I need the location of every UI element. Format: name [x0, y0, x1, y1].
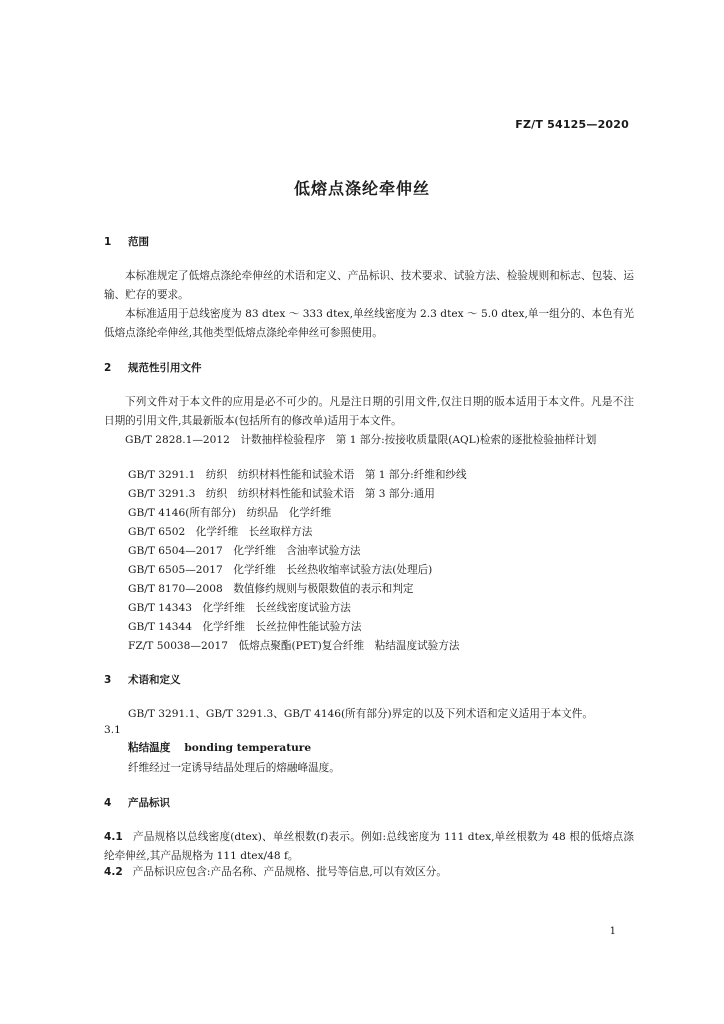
page-number: 1	[609, 926, 616, 937]
reference-item: GB/T 6505—2017 化学纤维 长丝热收缩率试验方法(处理后)	[128, 564, 433, 576]
section-number: 2	[104, 362, 112, 374]
clause-text: 产品标识应包含:产品名称、产品规格、批号等信息,可以有效区分。	[132, 866, 447, 878]
reference-item: GB/T 8170—2008 数值修约规则与极限数值的表示和判定	[128, 583, 414, 595]
clause-number: 4.1	[104, 831, 123, 843]
section-title: 术语和定义	[128, 674, 181, 686]
section-title: 产品标识	[128, 797, 170, 809]
standard-number: FZ/T 54125—2020	[515, 118, 629, 131]
section-number: 4	[104, 797, 112, 809]
section-number: 1	[104, 236, 112, 248]
reference-item: GB/T 3291.1 纺织 纺织材料性能和试验术语 第 1 部分:纤维和纱线	[128, 469, 467, 481]
section-title: 范围	[128, 236, 149, 248]
section-number: 3	[104, 674, 112, 686]
reference-item: GB/T 14343 化学纤维 长丝线密度试验方法	[128, 602, 351, 614]
reference-item: GB/T 3291.3 纺织 纺织材料性能和试验术语 第 3 部分:通用	[128, 488, 435, 500]
term-heading	[128, 740, 311, 757]
term-chinese: 粘结温度	[128, 742, 171, 754]
term-number: 3.1	[104, 724, 121, 736]
reference-item: GB/T 2828.1—2012 计数抽样检验程序 第 1 部分:按接收质量限(AQL)检索的逐批检验抽样计划	[125, 434, 597, 446]
reference-item: GB/T 4146(所有部分) 纺织品 化学纤维	[128, 507, 332, 519]
reference-item: GB/T 14344 化学纤维 长丝拉伸性能试验方法	[128, 621, 362, 633]
clause-text: 产品规格以总线密度(dtex)、单丝根数(f)表示。例如:总线密度为 111 dtex,单丝根数为 48 根的低熔点涤纶牵伸丝,其产品规格为 111 dtex/48 f。	[104, 831, 634, 862]
section-4-heading	[104, 795, 170, 810]
section-1-paragraph-2: 本标准适用于总线密度为 83 dtex ～ 333 dtex,单丝线密度为 2.3 dtex ～ 5.0 dtex,单一组分的、本色有光低熔点涤纶牵伸丝,其他类型低熔点涤纶牵伸丝可参照使用。	[104, 308, 634, 339]
section-title: 规范性引用文件	[128, 362, 202, 374]
section-3-heading	[104, 672, 181, 687]
document-title: 低熔点涤纶牵伸丝	[293, 179, 430, 198]
section-2-heading	[104, 360, 202, 375]
section-2-intro: 下列文件对于本文件的应用是必不可少的。凡是注日期的引用文件,仅注日期的版本适用于本文件。凡是不注日期的引用文件,其最新版本(包括所有的修改单)适用于本文件。	[104, 396, 634, 427]
section-1-paragraph-1: 本标准规定了低熔点涤纶牵伸丝的术语和定义、产品标识、技术要求、试验方法、检验规则和标志、包装、运输、贮存的要求。	[104, 270, 634, 301]
section-3-intro: GB/T 3291.1、GB/T 3291.3、GB/T 4146(所有部分)界定的以及下列术语和定义适用于本文件。	[128, 708, 593, 720]
term-definition: 纤维经过一定诱导结晶处理后的熔融峰温度。	[128, 762, 340, 774]
section-1-heading	[104, 234, 149, 249]
clause-4-2	[104, 864, 447, 881]
reference-item: GB/T 6504—2017 化学纤维 含油率试验方法	[128, 545, 361, 557]
clause-number: 4.2	[104, 866, 123, 878]
clause-4-1	[104, 828, 634, 866]
reference-item: FZ/T 50038—2017 低熔点聚酯(PET)复合纤维 粘结温度试验方法	[128, 640, 460, 652]
term-english: bonding temperature	[184, 742, 312, 754]
reference-item: GB/T 6502 化学纤维 长丝取样方法	[128, 526, 313, 538]
